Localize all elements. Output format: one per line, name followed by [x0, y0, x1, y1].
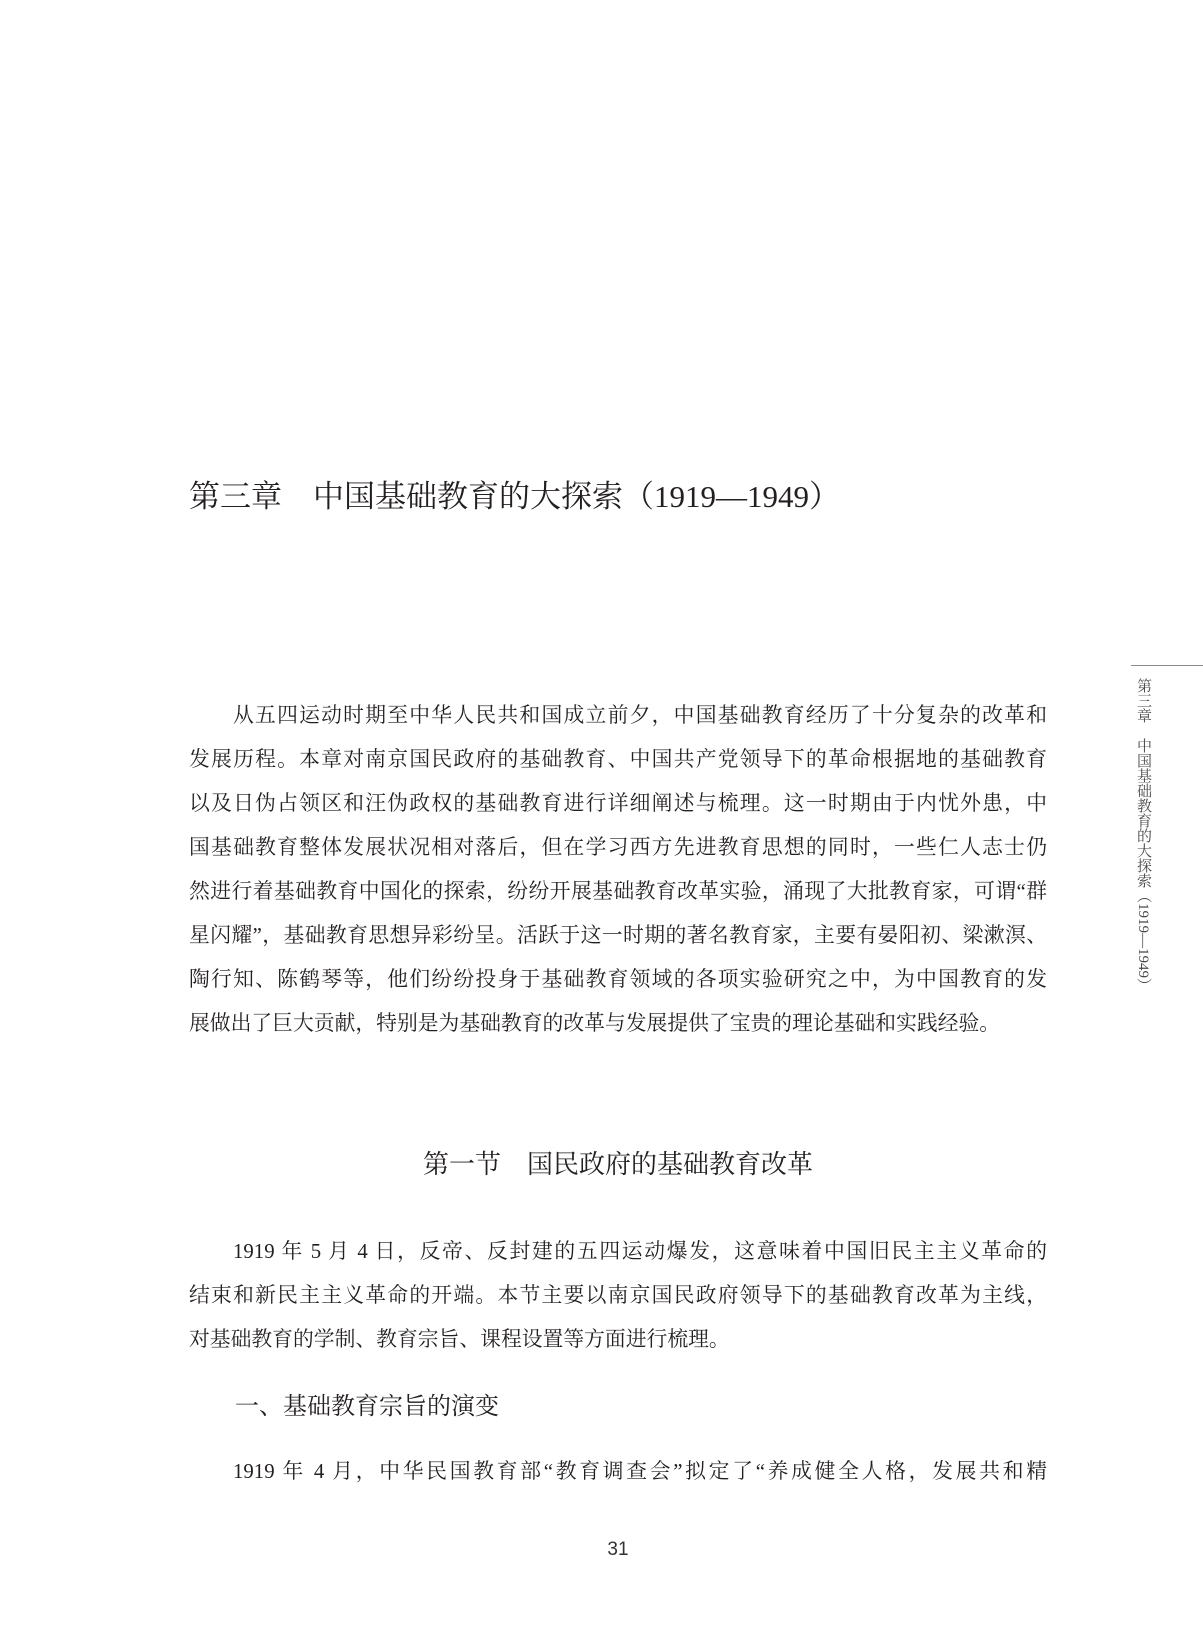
running-header: 第三章 中国基础教育的大探索（1919—1949）	[1135, 678, 1151, 993]
text-line: 陶行知、陈鹤琴等，他们纷纷投身于基础教育领域的各项实验研究之中，为中国教育的发	[189, 968, 1047, 991]
section-heading: 第一节 国民政府的基础教育改革	[422, 1150, 813, 1179]
subsection-paragraph	[189, 1450, 1047, 1494]
text-line: 1919 年 5 月 4 日，反帝、反封建的五四运动爆发，这意味着中国旧民主主义革命的	[233, 1240, 1047, 1263]
page-number: 31	[607, 1539, 629, 1560]
text-line: 然进行着基础教育中国化的探索，纷纷开展基础教育改革实验，涌现了大批教育家，可谓“群	[189, 880, 1047, 903]
text-line: 星闪耀”，基础教育思想异彩纷呈。活跃于这一时期的著名教育家，主要有晏阳初、梁漱溟、	[189, 924, 1047, 947]
text-line: 从五四运动时期至中华人民共和国成立前夕，中国基础教育经历了十分复杂的改革和	[233, 704, 1047, 727]
chapter-title: 第三章 中国基础教育的大探索（1919—1949）	[189, 479, 840, 514]
subsection-heading: 一、基础教育宗旨的演变	[235, 1394, 499, 1420]
section-paragraph	[189, 1230, 1047, 1362]
text-line: 国基础教育整体发展状况相对落后，但在学习西方先进教育思想的同时，一些仁人志士仍	[189, 836, 1047, 859]
running-header-rule	[1131, 665, 1203, 666]
text-line: 展做出了巨大贡献，特别是为基础教育的改革与发展提供了宝贵的理论基础和实践经验。	[189, 1012, 1001, 1035]
text-line: 对基础教育的学制、教育宗旨、课程设置等方面进行梳理。	[189, 1328, 730, 1351]
text-line: 发展历程。本章对南京国民政府的基础教育、中国共产党领导下的革命根据地的基础教育	[189, 748, 1047, 771]
intro-paragraph	[189, 694, 1047, 1046]
text-line: 1919 年 4 月，中华民国教育部“教育调查会”拟定了“养成健全人格，发展共和精	[233, 1460, 1047, 1483]
text-line: 结束和新民主主义革命的开端。本节主要以南京国民政府领导下的基础教育改革为主线，	[189, 1284, 1047, 1307]
text-line: 以及日伪占领区和汪伪政权的基础教育进行详细阐述与梳理。这一时期由于内忧外患，中	[189, 792, 1047, 815]
